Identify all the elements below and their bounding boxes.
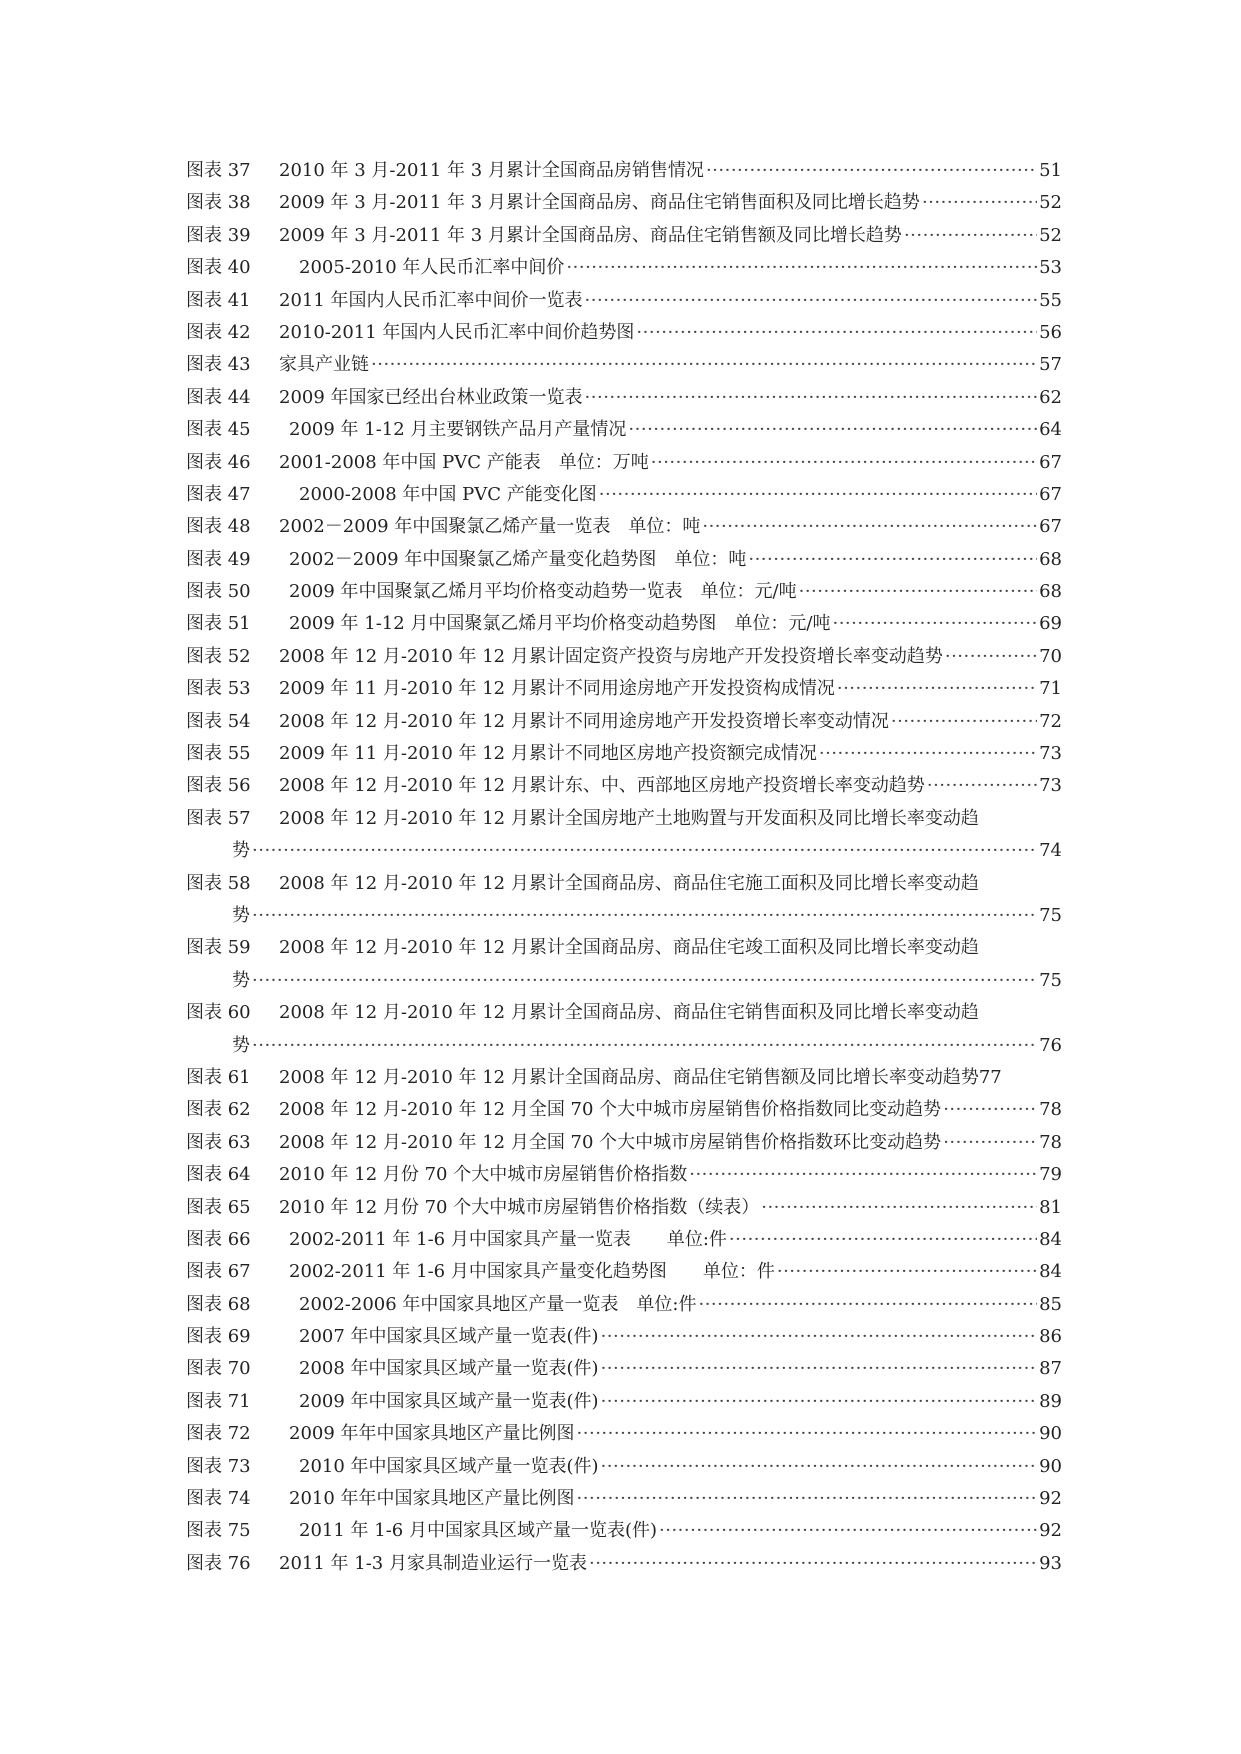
figure-number: 图表 40 (186, 257, 251, 279)
toc-entry[interactable] (186, 544, 1062, 576)
toc-entry[interactable] (186, 414, 1062, 446)
page-number: 70 (1039, 645, 1062, 667)
figure-number: 图表 56 (186, 775, 251, 797)
page-number: 75 (1039, 969, 1062, 991)
dot-leader (252, 900, 1037, 932)
toc-entry[interactable] (186, 641, 1062, 673)
figure-title: 家具产业链 (279, 354, 369, 376)
figure-number: 图表 48 (186, 516, 251, 538)
figure-title: 2002－2009 年中国聚氯乙烯产量变化趋势图 单位：吨 (289, 548, 747, 570)
figure-title-continuation: 势 (232, 1034, 250, 1056)
toc-entry[interactable] (186, 1515, 1062, 1547)
figure-number: 图表 71 (186, 1390, 251, 1412)
page-number: 51 (1039, 160, 1062, 181)
dot-leader (252, 835, 1037, 867)
figure-title: 2009 年 1-12 月中国聚氯乙烯月平均价格变动趋势图 单位：元/吨 (289, 613, 831, 635)
page-number: 84 (1039, 1261, 1062, 1283)
figure-title-continuation: 势 (232, 969, 250, 991)
page-number: 67 (1039, 451, 1062, 473)
dot-leader (585, 285, 1038, 317)
figure-title: 2009 年国家已经出台林业政策一览表 (279, 386, 583, 408)
figure-number: 图表 37 (186, 160, 251, 181)
toc-entry[interactable] (186, 1418, 1062, 1450)
figure-number: 图表 61 (186, 1066, 251, 1088)
page-number: 78 (1039, 1131, 1062, 1153)
page-number: 78 (1039, 1099, 1062, 1121)
page-number: 68 (1039, 581, 1062, 603)
figure-number: 图表 49 (186, 548, 251, 570)
figure-title: 2001-2008 年中国 PVC 产能表 单位：万吨 (279, 451, 649, 473)
dot-leader (371, 349, 1037, 381)
figure-number: 图表 69 (186, 1326, 251, 1348)
figure-number: 图表 58 (186, 872, 251, 894)
toc-entry[interactable] (186, 1192, 1062, 1224)
figure-number: 图表 43 (186, 354, 251, 376)
figure-title: 2009 年中国聚氯乙烯月平均价格变动趋势一览表 单位：元/吨 (289, 581, 797, 603)
toc-entry[interactable] (186, 706, 1062, 738)
toc-entry[interactable] (186, 317, 1062, 349)
figure-title: 2008 年 12 月-2010 年 12 月累计全国商品房、商品住宅销售额及同比增长率变动趋势77 (279, 1066, 1002, 1088)
page-number: 75 (1039, 904, 1062, 926)
figure-title-continuation: 势 (232, 904, 250, 926)
figure-number: 图表 45 (186, 419, 251, 441)
dot-leader (702, 511, 1037, 543)
figure-title: 2008 年 12 月-2010 年 12 月累计不同用途房地产开发投资增长率变动情况 (279, 710, 889, 732)
page-number: 84 (1039, 1228, 1062, 1250)
dot-leader (689, 1159, 1037, 1191)
dot-leader (589, 1548, 1037, 1580)
page-number: 90 (1039, 1423, 1062, 1445)
figure-title: 2010 年中国家具区域产量一览表(件) (299, 1455, 599, 1477)
toc-entry[interactable] (186, 770, 1062, 802)
figure-number: 图表 41 (186, 289, 251, 311)
toc-entry[interactable] (186, 187, 1062, 219)
dot-leader (943, 1094, 1037, 1126)
figure-number: 图表 66 (186, 1228, 251, 1250)
figure-number: 图表 54 (186, 710, 251, 732)
figure-number: 图表 55 (186, 743, 251, 765)
dot-leader (252, 1030, 1037, 1062)
figure-title: 2007 年中国家具区域产量一览表(件) (299, 1326, 599, 1348)
page-number: 57 (1039, 354, 1062, 376)
toc-entry[interactable] (186, 608, 1062, 640)
toc-entry[interactable] (186, 673, 1062, 705)
toc-entry[interactable] (186, 932, 1062, 997)
figure-number: 图表 50 (186, 581, 251, 603)
toc-entry[interactable] (186, 1386, 1062, 1418)
figure-title: 2008 年中国家具区域产量一览表(件) (299, 1358, 599, 1380)
toc-entry[interactable] (186, 997, 1062, 1062)
figure-title: 2010 年 12 月份 70 个大中城市房屋销售价格指数（续表） (279, 1196, 760, 1218)
figure-number: 图表 38 (186, 192, 251, 214)
dot-leader (585, 382, 1038, 414)
figure-title: 2010 年年中国家具地区产量比例图 (289, 1488, 575, 1510)
page-number: 73 (1039, 743, 1062, 765)
figure-number: 图表 53 (186, 678, 251, 700)
figure-title: 2005-2010 年人民币汇率中间价 (299, 257, 565, 279)
figure-title: 2008 年 12 月-2010 年 12 月累计全国商品房、商品住宅销售面积及同比增长率变动趋 (279, 1002, 979, 1024)
dot-leader (601, 1386, 1038, 1418)
dot-leader (636, 317, 1037, 349)
toc-entry[interactable] (186, 576, 1062, 608)
page-number: 76 (1039, 1034, 1062, 1056)
toc-entry[interactable] (186, 447, 1062, 479)
figure-title: 2010-2011 年国内人民币汇率中间价趋势图 (279, 321, 635, 343)
dot-leader (761, 1192, 1037, 1224)
dot-leader (832, 608, 1037, 640)
toc-entry[interactable] (186, 349, 1062, 381)
dot-leader (601, 1451, 1038, 1483)
toc-entry[interactable] (186, 252, 1062, 284)
toc-entry[interactable] (186, 1159, 1062, 1191)
dot-leader (706, 155, 1037, 187)
page-number: 73 (1039, 775, 1062, 797)
page-number: 64 (1039, 419, 1062, 441)
page-number: 68 (1039, 548, 1062, 570)
figure-title: 2008 年 12 月-2010 年 12 月累计固定资产投资与房地产开发投资增长率变动趋势 (279, 645, 943, 667)
figure-title: 2002－2009 年中国聚氯乙烯产量一览表 单位：吨 (279, 516, 701, 538)
figure-title: 2008 年 12 月-2010 年 12 月累计全国房地产土地购置与开发面积及同比增长率变动趋 (279, 807, 979, 829)
figure-title: 2008 年 12 月-2010 年 12 月累计全国商品房、商品住宅施工面积及同比增长率变动趋 (279, 872, 979, 894)
toc-entry[interactable] (186, 1289, 1062, 1321)
toc-entry[interactable] (186, 1483, 1062, 1515)
dot-leader (819, 738, 1037, 770)
figure-title: 2002-2011 年 1-6 月中国家具产量一览表 单位:件 (289, 1228, 727, 1250)
page-number: 79 (1039, 1164, 1062, 1186)
figure-number: 图表 42 (186, 321, 251, 343)
dot-leader (577, 1483, 1038, 1515)
dot-leader (577, 1418, 1038, 1450)
dot-leader (628, 414, 1037, 446)
toc-entry[interactable] (186, 868, 1062, 933)
dot-leader (799, 576, 1038, 608)
toc-entry[interactable] (186, 220, 1062, 252)
page-number: 85 (1039, 1293, 1062, 1315)
page-number: 55 (1039, 289, 1062, 311)
page-number: 69 (1039, 613, 1062, 635)
figure-number: 图表 46 (186, 451, 251, 473)
figure-number: 图表 72 (186, 1423, 251, 1445)
dot-leader (927, 770, 1037, 802)
toc-entry[interactable] (186, 1451, 1062, 1483)
page-number: 62 (1039, 386, 1062, 408)
toc-entry[interactable] (186, 1256, 1062, 1288)
figure-number: 图表 67 (186, 1261, 251, 1283)
page-number: 52 (1039, 192, 1062, 214)
figure-title: 2009 年 11 月-2010 年 12 月累计不同用途房地产开发投资构成情况 (279, 678, 835, 700)
figure-number: 图表 64 (186, 1164, 251, 1186)
figure-title: 2008 年 12 月-2010 年 12 月累计全国商品房、商品住宅竣工面积及同比增长率变动趋 (279, 937, 979, 959)
dot-leader (698, 1289, 1037, 1321)
toc-entry[interactable] (186, 382, 1062, 414)
toc-entry[interactable] (186, 511, 1062, 543)
toc-entry[interactable] (186, 1127, 1062, 1159)
page-number: 90 (1039, 1455, 1062, 1477)
figure-number: 图表 52 (186, 645, 251, 667)
toc-entry[interactable] (186, 285, 1062, 317)
page-number: 53 (1039, 257, 1062, 279)
dot-leader (659, 1515, 1037, 1547)
figure-title: 2002-2006 年中国家具地区产量一览表 单位:件 (299, 1293, 697, 1315)
page-number: 89 (1039, 1390, 1062, 1412)
dot-leader (904, 220, 1037, 252)
page-number: 52 (1039, 224, 1062, 246)
toc-entry[interactable] (186, 1062, 1062, 1094)
figure-title: 2009 年 1-12 月主要钢铁产品月产量情况 (289, 419, 627, 441)
figure-number: 图表 59 (186, 937, 251, 959)
toc-entry[interactable] (186, 1548, 1062, 1580)
dot-leader (922, 187, 1037, 219)
toc-entry[interactable] (186, 1094, 1062, 1126)
figure-title: 2008 年 12 月-2010 年 12 月全国 70 个大中城市房屋销售价格指数环比变动趋势 (279, 1131, 942, 1153)
figure-number: 图表 51 (186, 613, 251, 635)
toc-entry[interactable] (186, 738, 1062, 770)
figure-title: 2009 年 11 月-2010 年 12 月累计不同地区房地产投资额完成情况 (279, 743, 817, 765)
page-number: 93 (1039, 1552, 1062, 1574)
toc-entry[interactable] (186, 803, 1062, 868)
figure-number: 图表 39 (186, 224, 251, 246)
figure-title: 2009 年年中国家具地区产量比例图 (289, 1423, 575, 1445)
figure-title: 2008 年 12 月-2010 年 12 月全国 70 个大中城市房屋销售价格指数同比变动趋势 (279, 1099, 942, 1121)
page-number: 92 (1039, 1520, 1062, 1542)
figure-number: 图表 74 (186, 1488, 251, 1510)
figure-title: 2009 年 3 月-2011 年 3 月累计全国商品房、商品住宅销售额及同比增长趋势 (279, 224, 902, 246)
dot-leader (252, 965, 1037, 997)
figure-number: 图表 60 (186, 1002, 251, 1024)
dot-leader (601, 1353, 1038, 1385)
figure-number: 图表 73 (186, 1455, 251, 1477)
toc-entry[interactable] (186, 479, 1062, 511)
page-number: 87 (1039, 1358, 1062, 1380)
figure-title: 2010 年 3 月-2011 年 3 月累计全国商品房销售情况 (279, 160, 704, 181)
figure-number: 图表 44 (186, 386, 251, 408)
page-number: 72 (1039, 710, 1062, 732)
figure-title: 2009 年中国家具区域产量一览表(件) (299, 1390, 599, 1412)
figure-number: 图表 47 (186, 483, 251, 505)
figure-number: 图表 68 (186, 1293, 251, 1315)
figure-number: 图表 65 (186, 1196, 251, 1218)
dot-leader (729, 1224, 1037, 1256)
dot-leader (599, 479, 1037, 511)
figure-title: 2010 年 12 月份 70 个大中城市房屋销售价格指数 (279, 1164, 688, 1186)
dot-leader (777, 1256, 1037, 1288)
dot-leader (601, 1321, 1038, 1353)
figure-title: 2008 年 12 月-2010 年 12 月累计东、中、西部地区房地产投资增长率变动趋势 (279, 775, 925, 797)
dot-leader (837, 673, 1037, 705)
page-number: 81 (1039, 1196, 1062, 1218)
figure-number: 图表 63 (186, 1131, 251, 1153)
page-number: 92 (1039, 1488, 1062, 1510)
figure-title: 2002-2011 年 1-6 月中国家具产量变化趋势图 单位：件 (289, 1261, 775, 1283)
dot-leader (651, 447, 1037, 479)
page-number: 67 (1039, 483, 1062, 505)
dot-leader (566, 252, 1037, 284)
page-number: 86 (1039, 1326, 1062, 1348)
figure-title: 2011 年 1-6 月中国家具区域产量一览表(件) (299, 1520, 658, 1542)
page-number: 74 (1039, 840, 1062, 862)
page-number: 71 (1039, 678, 1062, 700)
figure-title-continuation: 势 (232, 840, 250, 862)
figure-title: 2009 年 3 月-2011 年 3 月累计全国商品房、商品住宅销售面积及同比增长趋势 (279, 192, 920, 214)
toc-entry[interactable] (186, 1353, 1062, 1385)
toc-entry[interactable] (186, 155, 1062, 187)
figure-title: 2011 年 1-3 月家具制造业运行一览表 (279, 1552, 587, 1574)
figure-number: 图表 76 (186, 1552, 251, 1574)
figure-number: 图表 57 (186, 807, 251, 829)
page-number: 56 (1039, 321, 1062, 343)
figure-number: 图表 75 (186, 1520, 251, 1542)
figure-title: 2011 年国内人民币汇率中间价一览表 (279, 289, 583, 311)
figure-number: 图表 70 (186, 1358, 251, 1380)
dot-leader (943, 1127, 1037, 1159)
toc-entry[interactable] (186, 1224, 1062, 1256)
toc-entry[interactable] (186, 1321, 1062, 1353)
page-number: 67 (1039, 516, 1062, 538)
dot-leader (748, 544, 1037, 576)
figure-number: 图表 62 (186, 1099, 251, 1121)
dot-leader (945, 641, 1037, 673)
dot-leader (891, 706, 1037, 738)
table-of-figures (186, 155, 1062, 1580)
figure-title: 2000-2008 年中国 PVC 产能变化图 (299, 483, 597, 505)
